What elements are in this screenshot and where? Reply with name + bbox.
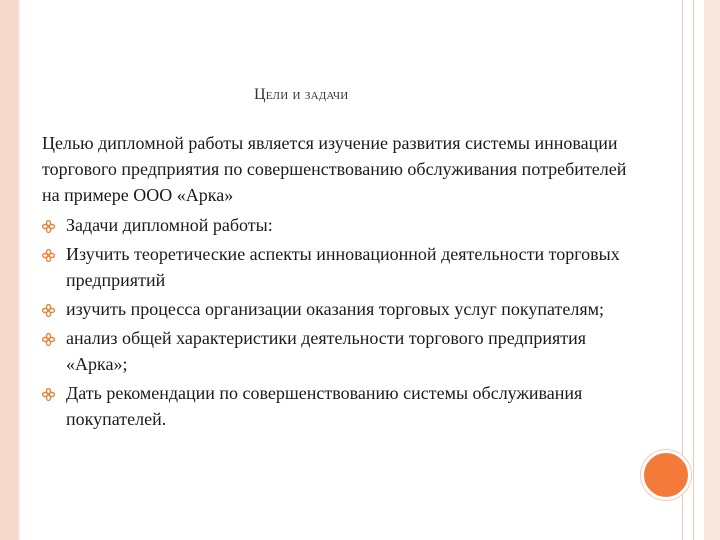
list-item-text: Задачи дипломной работы: xyxy=(66,215,273,235)
list-item xyxy=(42,241,642,293)
orange-circle-decoration xyxy=(641,450,691,500)
bullet-list xyxy=(42,212,642,432)
right-border-line xyxy=(693,0,694,540)
intro-paragraph: Целью дипломной работы является изучение развития системы инновации торгового предприятия по совершенствованию обслуживания потребителей на примере ООО «Арка» xyxy=(42,133,627,205)
list-item xyxy=(42,212,642,238)
list-item xyxy=(42,296,642,322)
slide-title: Цели и задачи xyxy=(254,86,349,103)
list-item-text: изучить процесса организации оказания торговых услуг покупателям; xyxy=(66,299,605,319)
four-petal-flower-icon xyxy=(42,333,55,346)
left-border-inner-decoration xyxy=(18,0,20,540)
list-item xyxy=(42,325,642,377)
right-border-decoration xyxy=(704,0,720,540)
four-petal-flower-icon xyxy=(42,388,55,401)
left-border-decoration xyxy=(0,0,18,540)
four-petal-flower-icon xyxy=(42,249,55,262)
list-item-text: Изучить теоретические аспекты инновационной деятельности торговых предприятий xyxy=(66,244,620,290)
list-item-text: Дать рекомендации по совершенствованию системы обслуживания покупателей. xyxy=(66,383,583,429)
four-petal-flower-icon xyxy=(42,304,55,317)
four-petal-flower-icon xyxy=(42,220,55,233)
list-item xyxy=(42,380,642,432)
list-item-text: анализ общей характеристики деятельности торгового предприятия «Арка»; xyxy=(66,328,587,374)
slide-content xyxy=(42,130,642,435)
